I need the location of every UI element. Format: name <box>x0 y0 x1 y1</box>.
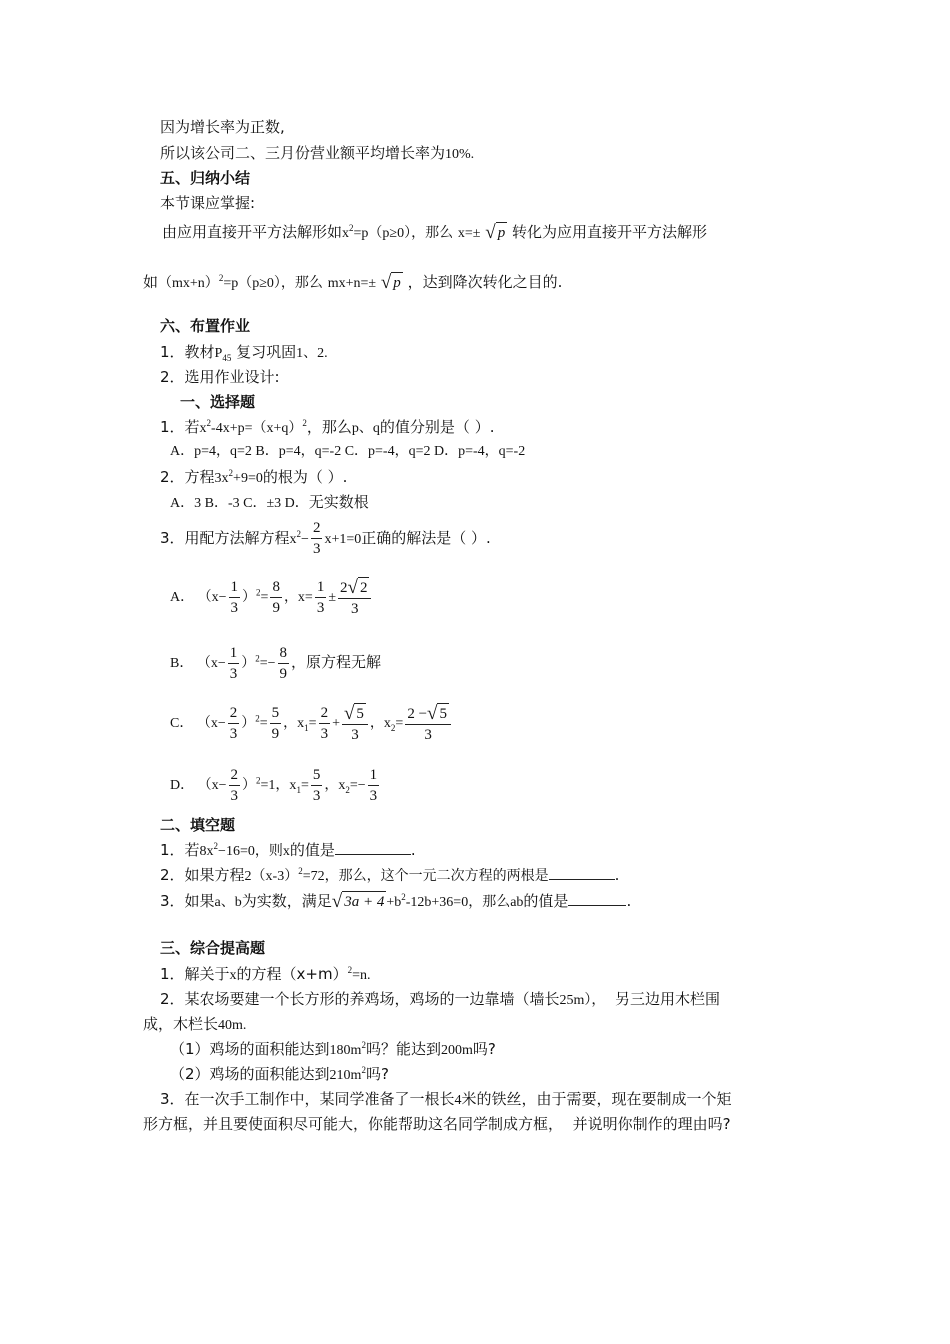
fraction: $\frac{2}{3}$ <box>312 520 321 557</box>
sqrt-expression: √ p <box>485 222 506 243</box>
fraction: $\frac{2}{3}$ <box>229 705 238 743</box>
fraction: $\frac{5}{3}$ <box>312 767 321 805</box>
fraction: $\frac{8}{9}$ <box>272 579 280 617</box>
text-line: 形方框，并且要使面积尽可能大，你能帮助这名同学制成方框， 并说明你制作的理由吗? <box>143 1115 731 1133</box>
option-d: D． （x− $\frac{2}{3}$ ）$^2$=1，$x_1=$ $\frac{5}{3}$ ，$x_2=-$ $\frac{1}{3}$ <box>170 767 378 805</box>
sqrt-expression: √ 5 <box>343 702 364 724</box>
comprehensive-question-1: 1．解关于x的方程$(x+m)^2=n$. <box>160 965 371 983</box>
answer-blank[interactable] <box>335 854 411 855</box>
fill-question-2: 2．如果方程$2(x-3)^2=72$，那么，这个一元二次方程的两根是 . <box>160 866 620 884</box>
text-line: 本节课应掌握: <box>160 194 256 212</box>
sqrt-expression: √ 2 <box>347 576 368 598</box>
text-line: 如$(mx+n)^2=p(p\ge 0)$，那么 mx+n=± √ p ，达到降次转化之目的. <box>143 272 563 293</box>
option-b: B． （x− $\frac{1}{3}$ ）$^2$=− $\frac{8}{9}$ ，原方程无解 <box>170 645 382 683</box>
fraction: $\frac{5}{9}$ <box>271 705 280 743</box>
subsection-heading: 三、综合提高题 <box>160 939 266 957</box>
fraction: $\frac{2}{3}$ <box>230 767 239 805</box>
option-c: C． （x− $\frac{2}{3}$ ）$^2$= $\frac{5}{9}$ ，$x_1=$ $\frac{2}{3}$ + $\frac{√ 5}{3}$ ，$x_2=$ $\frac{2 -√ 5}{3}$ <box>170 702 453 746</box>
subsection-heading: 一、选择题 <box>180 393 256 411</box>
comprehensive-question-2: 2．某农场要建一个长方形的养鸡场，鸡场的一边靠墙（墙长25m）， 另三边用木栏围 <box>160 990 720 1008</box>
fraction: $\frac{1}{3}$ <box>369 767 378 805</box>
text-line: 2．选用作业设计: <box>160 368 280 386</box>
question-2-options: A．3 B．-3 C．±3 D．无实数根 <box>170 493 369 511</box>
question-1: 1．若$x^2-4x+p=(x+q)^2$，那么p、q的值分别是（ ）. <box>160 418 495 436</box>
fraction: $\frac{√ 5}{3}$ <box>342 703 368 745</box>
section-heading: 五、归纳小结 <box>160 169 251 187</box>
sub-question-1: （1）鸡场的面积能达到$180m^2$吗？能达到200m吗? <box>170 1040 496 1058</box>
comprehensive-question-3: 3．在一次手工制作中，某同学准备了一根长4米的铁丝，由于需要，现在要制成一个矩 <box>160 1090 732 1108</box>
option-a: A． （x− $\frac{1}{3}$ ）$^2$= $\frac{8}{9}$ ，x= $\frac{1}{3}$ ± $\frac{2√ 2}{3}$ <box>170 576 373 620</box>
text-line: 由应用直接开平方法解形如$x^2=p(p\ge 0)$，那么 x=± √ p 转化为应用直接开平方法解形 <box>162 222 707 243</box>
fraction: $\frac{2}{3}$ <box>320 705 329 743</box>
subsection-heading: 二、填空题 <box>160 816 236 834</box>
question-1-options: A．p=4，q=2 B．p=4，q=-2 C．p=-4，q=2 D．p=-4，q=-2 <box>170 444 526 459</box>
fill-question-3: 3．如果a、b为实数，满足√ $3a + 4 +b^2-12b+36=0$，那么ab的值是 . <box>160 891 632 912</box>
text-line: 所以该公司二、三月份营业额平均增长率为10%. <box>160 144 475 162</box>
sqrt-expression: √ 3a + 4 <box>331 891 385 912</box>
sub-question-2: （2）鸡场的面积能达到$210m^2$吗? <box>170 1065 389 1083</box>
section-heading: 六、布置作业 <box>160 317 251 335</box>
fraction: $\frac{8}{9}$ <box>279 645 288 683</box>
text-line: 因为增长率为正数, <box>160 118 285 136</box>
fraction: $\frac{1}{3}$ <box>230 579 239 617</box>
answer-blank[interactable] <box>549 879 615 880</box>
question-2: 2．方程$3x^2+9=0$的根为（ ）. <box>160 468 348 486</box>
answer-blank[interactable] <box>568 905 626 906</box>
question-3: 3．用配方法解方程$x^2-$ $\frac{2}{3}$ x+1=0正确的解法是（ ）. <box>160 520 491 557</box>
fraction: $\frac{1}{3}$ <box>229 645 238 683</box>
fill-question-1: 1．若$8x^2-16=0$，则x的值是 . <box>160 841 416 859</box>
fraction: $\frac{2√ 2}{3}$ <box>338 577 371 619</box>
sqrt-expression: √ p <box>380 272 401 293</box>
text-line: 1．教材$P_{45}$ 复习巩固1、2. <box>160 343 328 363</box>
fraction: $\frac{1}{3}$ <box>316 579 325 617</box>
text-line: 成，木栏长40m. <box>143 1015 247 1033</box>
fraction: $\frac{2 -√ 5}{3}$ <box>405 703 451 745</box>
sqrt-expression: √ 5 <box>427 702 447 724</box>
